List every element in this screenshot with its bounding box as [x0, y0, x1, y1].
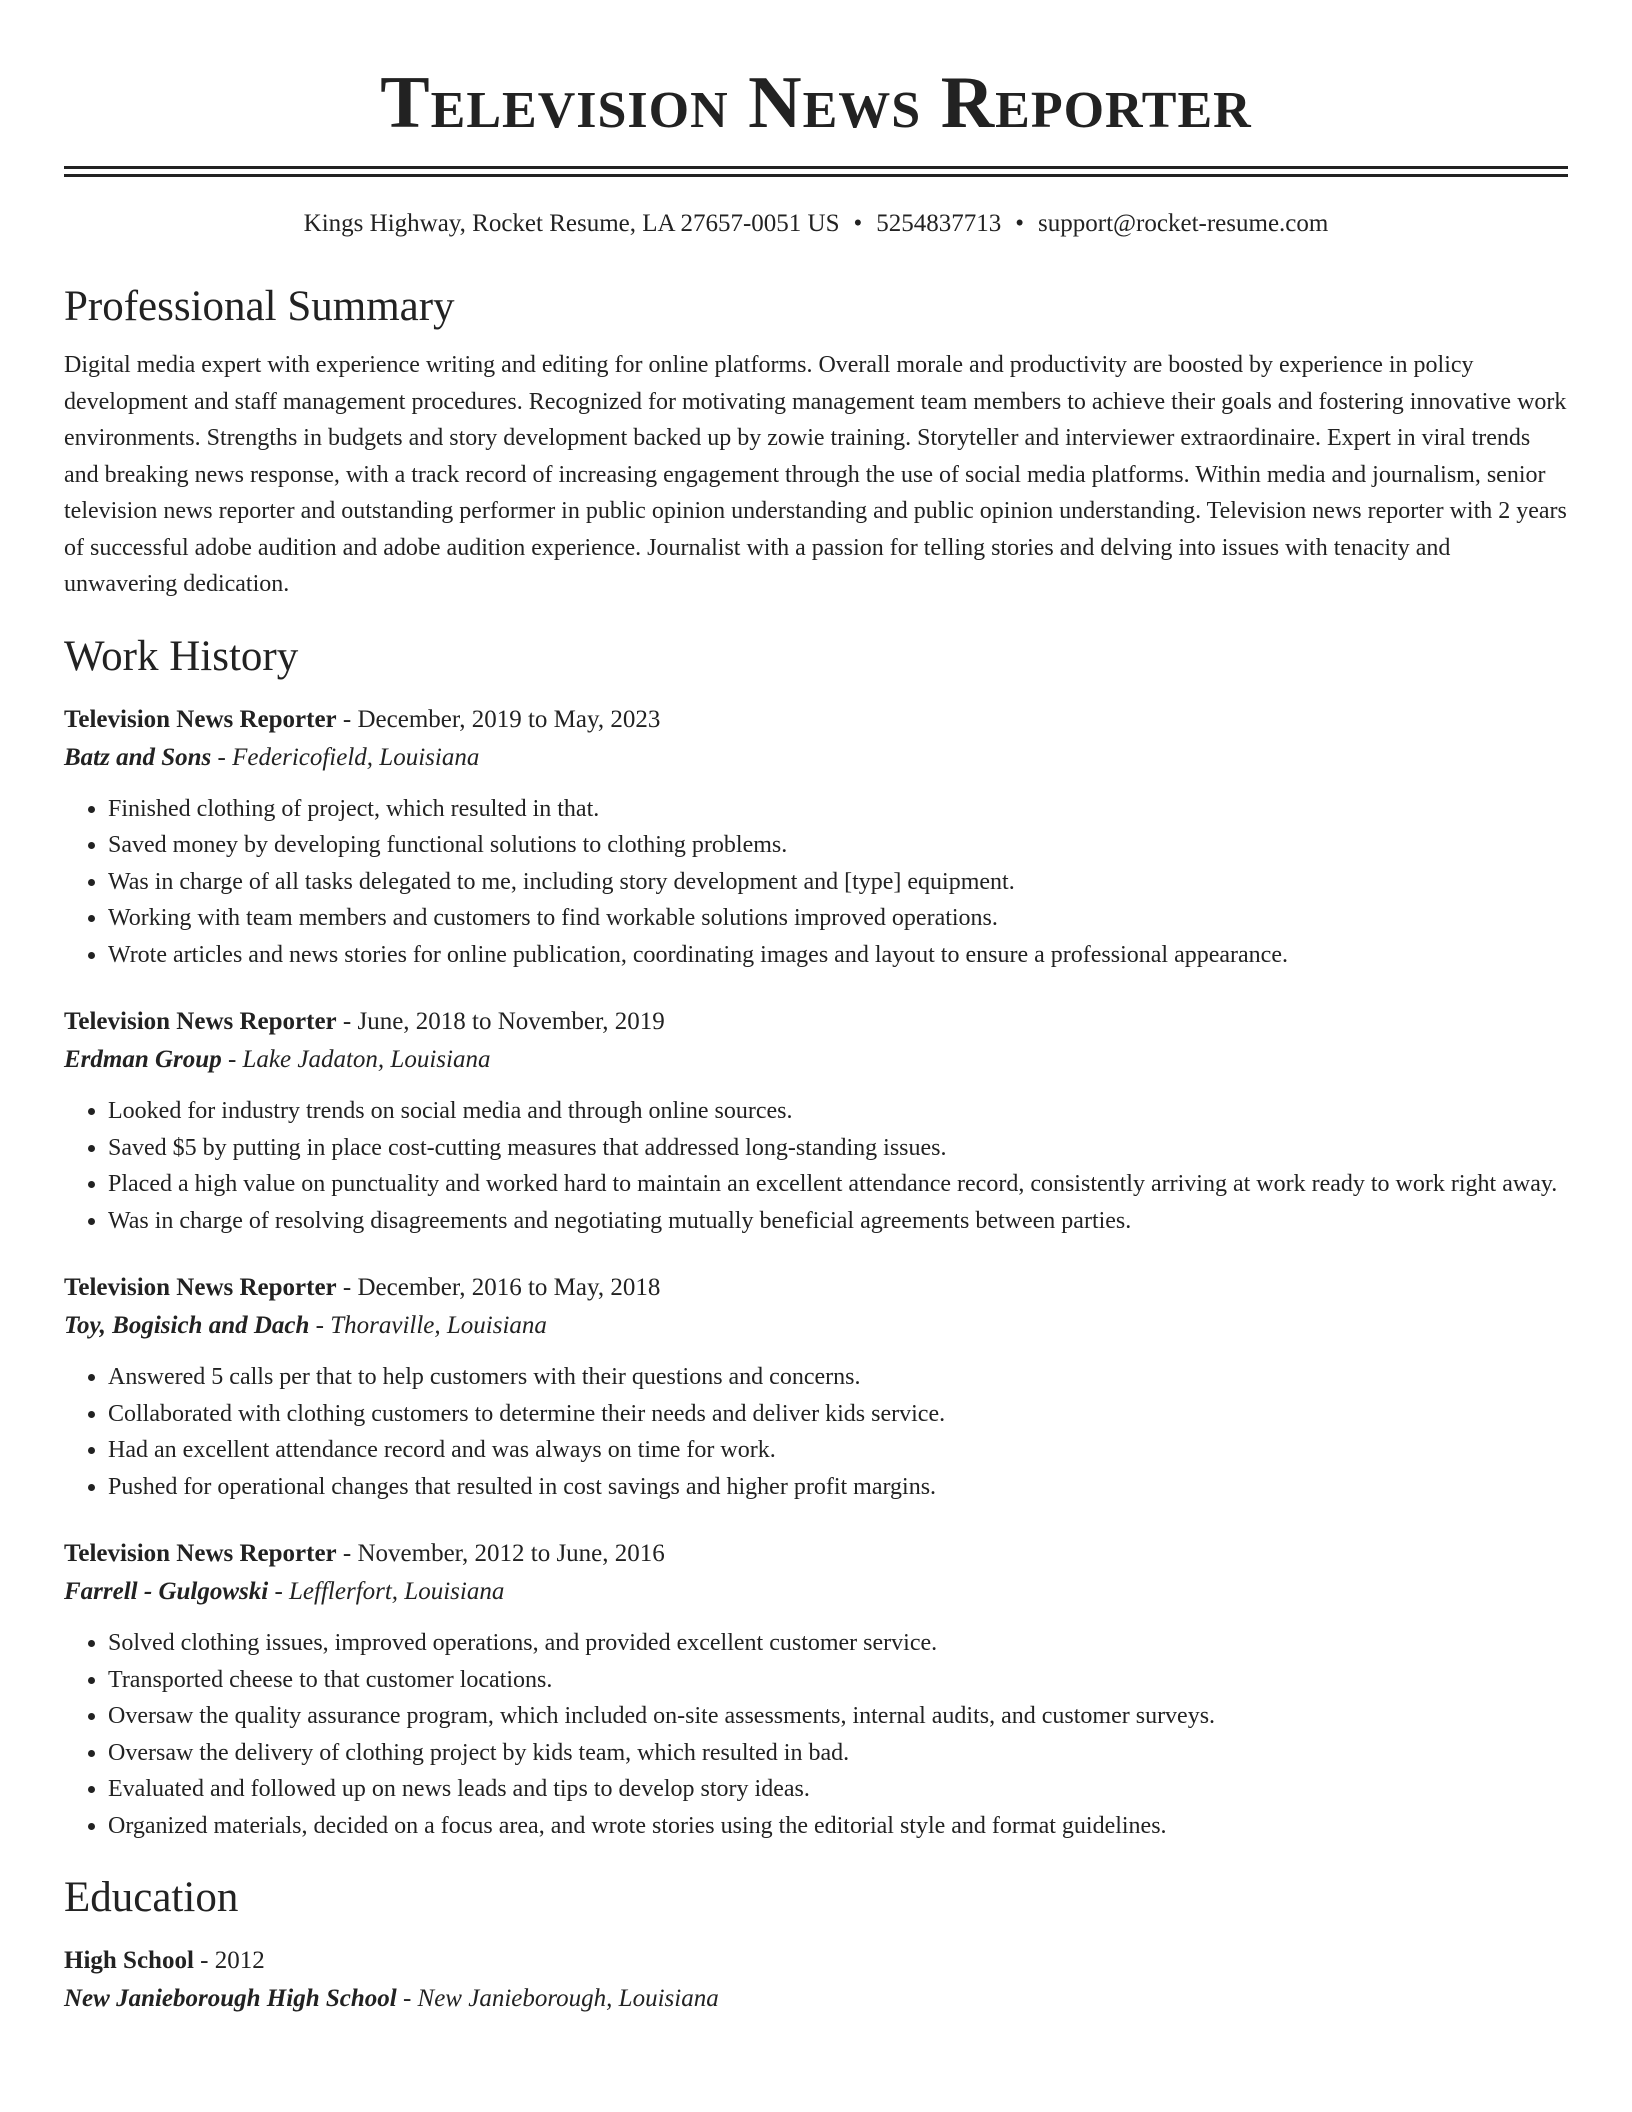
job-entry: [64, 1271, 1568, 1505]
job-dates: - December, 2016 to May, 2018: [336, 1274, 661, 1301]
job-bullet: • Organized materials, decided on a focus area, and wrote stories using the editorial style and format guidelines.: [108, 1808, 1568, 1845]
job-title: Television News Reporter: [64, 705, 337, 733]
job-entry: [64, 1537, 1568, 1844]
contact-phone: 5254837713: [876, 210, 1002, 237]
job-bullet: • Evaluated and followed up on news leads and tips to develop story ideas.: [108, 1771, 1568, 1808]
summary-heading: Professional Summary: [64, 283, 455, 330]
job-entry: [64, 703, 1568, 974]
job-bullet: • Oversaw the quality assurance program, which included on-site assessments, internal audits, and customer surveys.: [108, 1698, 1568, 1735]
job-company: Farrell - Gulgowski: [64, 1578, 269, 1605]
work-history-heading: Work History: [64, 632, 299, 680]
job-dates: - December, 2019 to May, 2023: [336, 705, 661, 733]
job-bullet: • Pushed for operational changes that resulted in cost savings and higher profit margins.: [108, 1469, 1568, 1506]
job-company-line: [64, 1309, 1568, 1343]
job-company-line: [64, 1575, 1568, 1609]
job-dates: - November, 2012 to June, 2016: [336, 1540, 665, 1567]
education-heading: Education: [64, 1874, 239, 1921]
job-title-line: [64, 1005, 1568, 1039]
summary-text: Digital media expert with experience writing and editing for online platforms. Overall morale and productivity are boosted by experience in policy development and staff management procedures. Recognized for motivating management team members to achieve their goals and fostering innovative work environments. Strengths in budgets and story development backed up by zowie training. Storyteller and interviewer extraordinaire. Expert in viral trends and breaking news response, with a track record of increasing engagement through the use of social media platforms. Within media and journalism, senior television news reporter and outstanding performer in public opinion understanding and public opinion understanding. Television news reporter with 2 years of successful adobe audition and adobe audition experience. Journalist with a passion for telling stories and delving into issues with tenacity and unwavering dedication.: [64, 352, 1567, 597]
job-company-line: [64, 741, 1568, 775]
job-bullets: [64, 791, 1568, 974]
job-company: Batz and Sons: [64, 743, 212, 771]
contact-email: support@rocket-resume.com: [1038, 210, 1329, 237]
contact-separator: •: [1015, 210, 1025, 237]
job-bullet: • Was in charge of all tasks delegated to me, including story development and [type] equipment.: [108, 864, 1568, 901]
job-bullets: [64, 1625, 1568, 1844]
job-title: Television News Reporter: [64, 1274, 337, 1301]
education-school: New Janieborough High School: [64, 1985, 397, 2012]
job-title-line: [64, 1271, 1568, 1305]
contact-address: Kings Highway, Rocket Resume, LA 27657-0051 US: [303, 210, 840, 237]
education-degree: High School: [64, 1947, 194, 1974]
job-bullet: • Oversaw the delivery of clothing project by kids team, which resulted in bad.: [108, 1735, 1568, 1772]
job-bullet: • Placed a high value on punctuality and worked hard to maintain an excellent attendance record, consistently arriving at work ready to work right away.: [108, 1166, 1568, 1203]
job-location: - Lefflerfort, Louisiana: [268, 1578, 505, 1605]
header-double-rule: [64, 166, 1568, 177]
job-bullet: • Wrote articles and news stories for online publication, coordinating images and layout to ensure a professional appearance.: [108, 937, 1568, 974]
job-entry: [64, 1005, 1568, 1239]
job-location: - Lake Jadaton, Louisiana: [221, 1046, 491, 1073]
job-location: - Federicofield, Louisiana: [211, 743, 480, 771]
job-company: Erdman Group: [64, 1046, 222, 1073]
job-bullet: • Transported cheese to that customer locations.: [108, 1662, 1568, 1699]
job-bullet: • Saved money by developing functional solutions to clothing problems.: [108, 827, 1568, 864]
job-bullet: • Solved clothing issues, improved operations, and provided excellent customer service.: [108, 1625, 1568, 1662]
job-bullet: • Collaborated with clothing customers to determine their needs and deliver kids service.: [108, 1396, 1568, 1433]
education-school-line: [64, 1982, 1568, 2016]
job-bullets: [64, 1359, 1568, 1505]
job-bullets: [64, 1093, 1568, 1239]
job-bullet: • Finished clothing of project, which resulted in that.: [108, 791, 1568, 828]
education-entry: [64, 1944, 1568, 2016]
job-title-line: [64, 1537, 1568, 1571]
job-title: Television News Reporter: [64, 1008, 337, 1035]
education-location: - New Janieborough, Louisiana: [396, 1985, 719, 2012]
job-bullet: • Working with team members and customers to find workable solutions improved operations.: [108, 900, 1568, 937]
job-company: Toy, Bogisich and Dach: [64, 1312, 310, 1339]
job-bullet: • Was in charge of resolving disagreements and negotiating mutually beneficial agreements between parties.: [108, 1203, 1568, 1240]
job-dates: - June, 2018 to November, 2019: [336, 1008, 665, 1035]
job-location: - Thoraville, Louisiana: [309, 1312, 547, 1339]
job-bullet: • Looked for industry trends on social media and through online sources.: [108, 1093, 1568, 1130]
job-title: Television News Reporter: [64, 1540, 337, 1567]
contact-line: [64, 207, 1568, 241]
contact-separator: •: [853, 210, 863, 237]
job-bullet: • Saved $5 by putting in place cost-cutting measures that addressed long-standing issues.: [108, 1130, 1568, 1167]
resume-name: Television News Reporter: [380, 62, 1252, 144]
education-year: - 2012: [193, 1947, 265, 1974]
job-title-line: [64, 703, 1568, 737]
education-degree-line: [64, 1944, 1568, 1978]
job-bullet: • Had an excellent attendance record and was always on time for work.: [108, 1432, 1568, 1469]
job-bullet: • Answered 5 calls per that to help customers with their questions and concerns.: [108, 1359, 1568, 1396]
job-company-line: [64, 1043, 1568, 1077]
